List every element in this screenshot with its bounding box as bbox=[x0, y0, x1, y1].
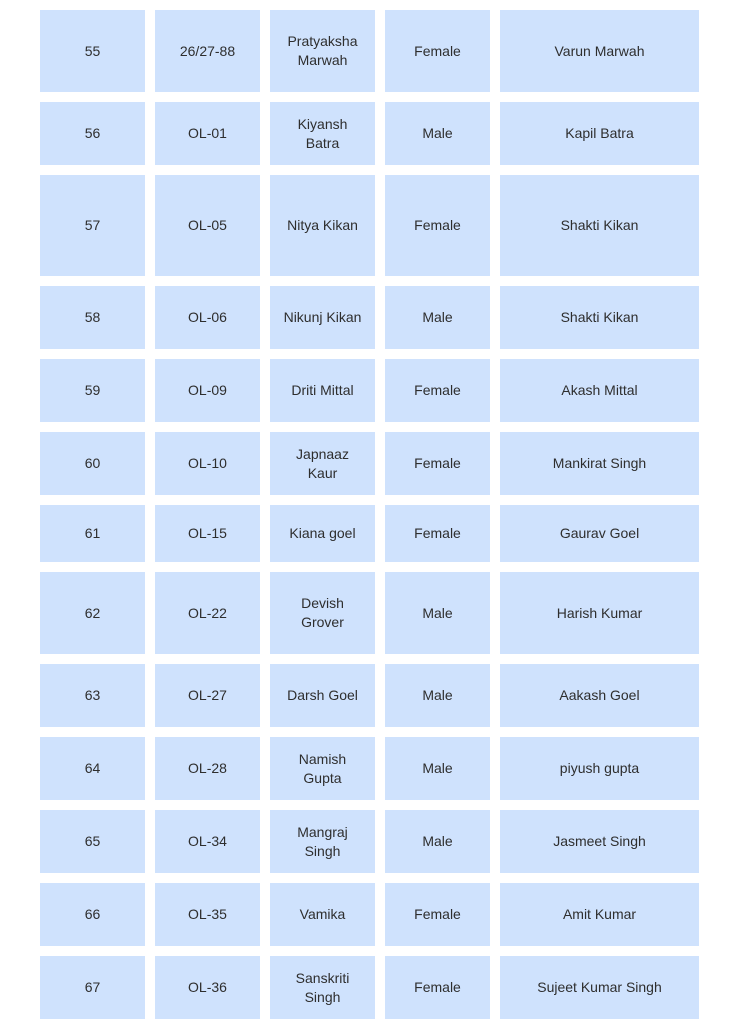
student-name: Nikunj Kikan bbox=[283, 309, 362, 325]
serial-number-cell: 67 bbox=[40, 956, 145, 1019]
serial-number-cell: 62 bbox=[40, 572, 145, 654]
student-name-cell bbox=[270, 737, 375, 800]
parent-name-cell: Harish Kumar bbox=[500, 572, 699, 654]
table-row bbox=[40, 432, 699, 495]
parent-name-cell: Aakash Goel bbox=[500, 664, 699, 727]
admission-id-cell: OL-06 bbox=[155, 286, 260, 349]
serial-number-cell: 66 bbox=[40, 883, 145, 946]
gender-cell: Male bbox=[385, 286, 490, 349]
parent-name-cell: Varun Marwah bbox=[500, 10, 699, 92]
admission-id-cell: OL-09 bbox=[155, 359, 260, 422]
table-row bbox=[40, 572, 699, 654]
gender-cell: Male bbox=[385, 664, 490, 727]
admission-id-cell: OL-27 bbox=[155, 664, 260, 727]
table-row bbox=[40, 10, 699, 92]
table-row bbox=[40, 359, 699, 422]
serial-number-cell: 55 bbox=[40, 10, 145, 92]
table-row bbox=[40, 505, 699, 562]
admission-id-cell: OL-35 bbox=[155, 883, 260, 946]
student-name-cell bbox=[270, 956, 375, 1019]
table-row bbox=[40, 883, 699, 946]
student-name: Mangraj Singh bbox=[297, 823, 348, 859]
admission-id-cell: OL-10 bbox=[155, 432, 260, 495]
admission-id-cell: OL-15 bbox=[155, 505, 260, 562]
parent-name-cell: Sujeet Kumar Singh bbox=[500, 956, 699, 1019]
student-name: Namish Gupta bbox=[298, 750, 347, 786]
table-row bbox=[40, 737, 699, 800]
table-row bbox=[40, 810, 699, 873]
gender-cell: Female bbox=[385, 432, 490, 495]
student-name: Driti Mittal bbox=[291, 382, 354, 398]
gender-cell: Female bbox=[385, 10, 490, 92]
student-name: Kiyansh Batra bbox=[297, 115, 348, 151]
student-name-cell bbox=[270, 286, 375, 349]
gender-cell: Male bbox=[385, 572, 490, 654]
serial-number-cell: 63 bbox=[40, 664, 145, 727]
student-name: Japnaaz Kaur bbox=[296, 445, 349, 481]
parent-name-cell: Mankirat Singh bbox=[500, 432, 699, 495]
admission-id-cell: OL-05 bbox=[155, 175, 260, 276]
student-name: Kiana goel bbox=[289, 525, 356, 541]
parent-name-cell: Shakti Kikan bbox=[500, 286, 699, 349]
student-table bbox=[40, 10, 699, 1029]
parent-name-cell: Kapil Batra bbox=[500, 102, 699, 165]
serial-number-cell: 61 bbox=[40, 505, 145, 562]
table-row bbox=[40, 956, 699, 1019]
admission-id-cell: OL-36 bbox=[155, 956, 260, 1019]
serial-number-cell: 60 bbox=[40, 432, 145, 495]
table-row bbox=[40, 175, 699, 276]
serial-number-cell: 56 bbox=[40, 102, 145, 165]
student-name-cell bbox=[270, 664, 375, 727]
admission-id-cell: OL-22 bbox=[155, 572, 260, 654]
gender-cell: Female bbox=[385, 956, 490, 1019]
gender-cell: Female bbox=[385, 359, 490, 422]
gender-cell: Female bbox=[385, 505, 490, 562]
parent-name-cell: Amit Kumar bbox=[500, 883, 699, 946]
parent-name-cell: Akash Mittal bbox=[500, 359, 699, 422]
student-name: Vamika bbox=[299, 906, 346, 922]
parent-name-cell: Jasmeet Singh bbox=[500, 810, 699, 873]
student-name-cell bbox=[270, 505, 375, 562]
student-name: Sanskriti Singh bbox=[295, 969, 350, 1005]
table-row bbox=[40, 102, 699, 165]
student-name-cell bbox=[270, 359, 375, 422]
table-row bbox=[40, 664, 699, 727]
gender-cell: Male bbox=[385, 102, 490, 165]
parent-name-cell: piyush gupta bbox=[500, 737, 699, 800]
serial-number-cell: 58 bbox=[40, 286, 145, 349]
student-name-cell bbox=[270, 175, 375, 276]
table-row bbox=[40, 286, 699, 349]
admission-id-cell: 26/27-88 bbox=[155, 10, 260, 92]
student-name: Devish Grover bbox=[301, 595, 344, 630]
parent-name-cell: Shakti Kikan bbox=[500, 175, 699, 276]
serial-number-cell: 57 bbox=[40, 175, 145, 276]
parent-name-cell: Gaurav Goel bbox=[500, 505, 699, 562]
student-name-cell bbox=[270, 102, 375, 165]
student-name: Nitya Kikan bbox=[287, 217, 358, 233]
student-name-cell bbox=[270, 10, 375, 92]
gender-cell: Female bbox=[385, 175, 490, 276]
serial-number-cell: 65 bbox=[40, 810, 145, 873]
admission-id-cell: OL-34 bbox=[155, 810, 260, 873]
student-name-cell bbox=[270, 572, 375, 654]
serial-number-cell: 59 bbox=[40, 359, 145, 422]
student-name-cell bbox=[270, 432, 375, 495]
gender-cell: Male bbox=[385, 737, 490, 800]
student-name-cell bbox=[270, 883, 375, 946]
serial-number-cell: 64 bbox=[40, 737, 145, 800]
student-name: Pratyaksha Marwah bbox=[287, 33, 358, 68]
admission-id-cell: OL-01 bbox=[155, 102, 260, 165]
gender-cell: Female bbox=[385, 883, 490, 946]
admission-id-cell: OL-28 bbox=[155, 737, 260, 800]
student-name-cell bbox=[270, 810, 375, 873]
student-name: Darsh Goel bbox=[287, 687, 358, 703]
gender-cell: Male bbox=[385, 810, 490, 873]
